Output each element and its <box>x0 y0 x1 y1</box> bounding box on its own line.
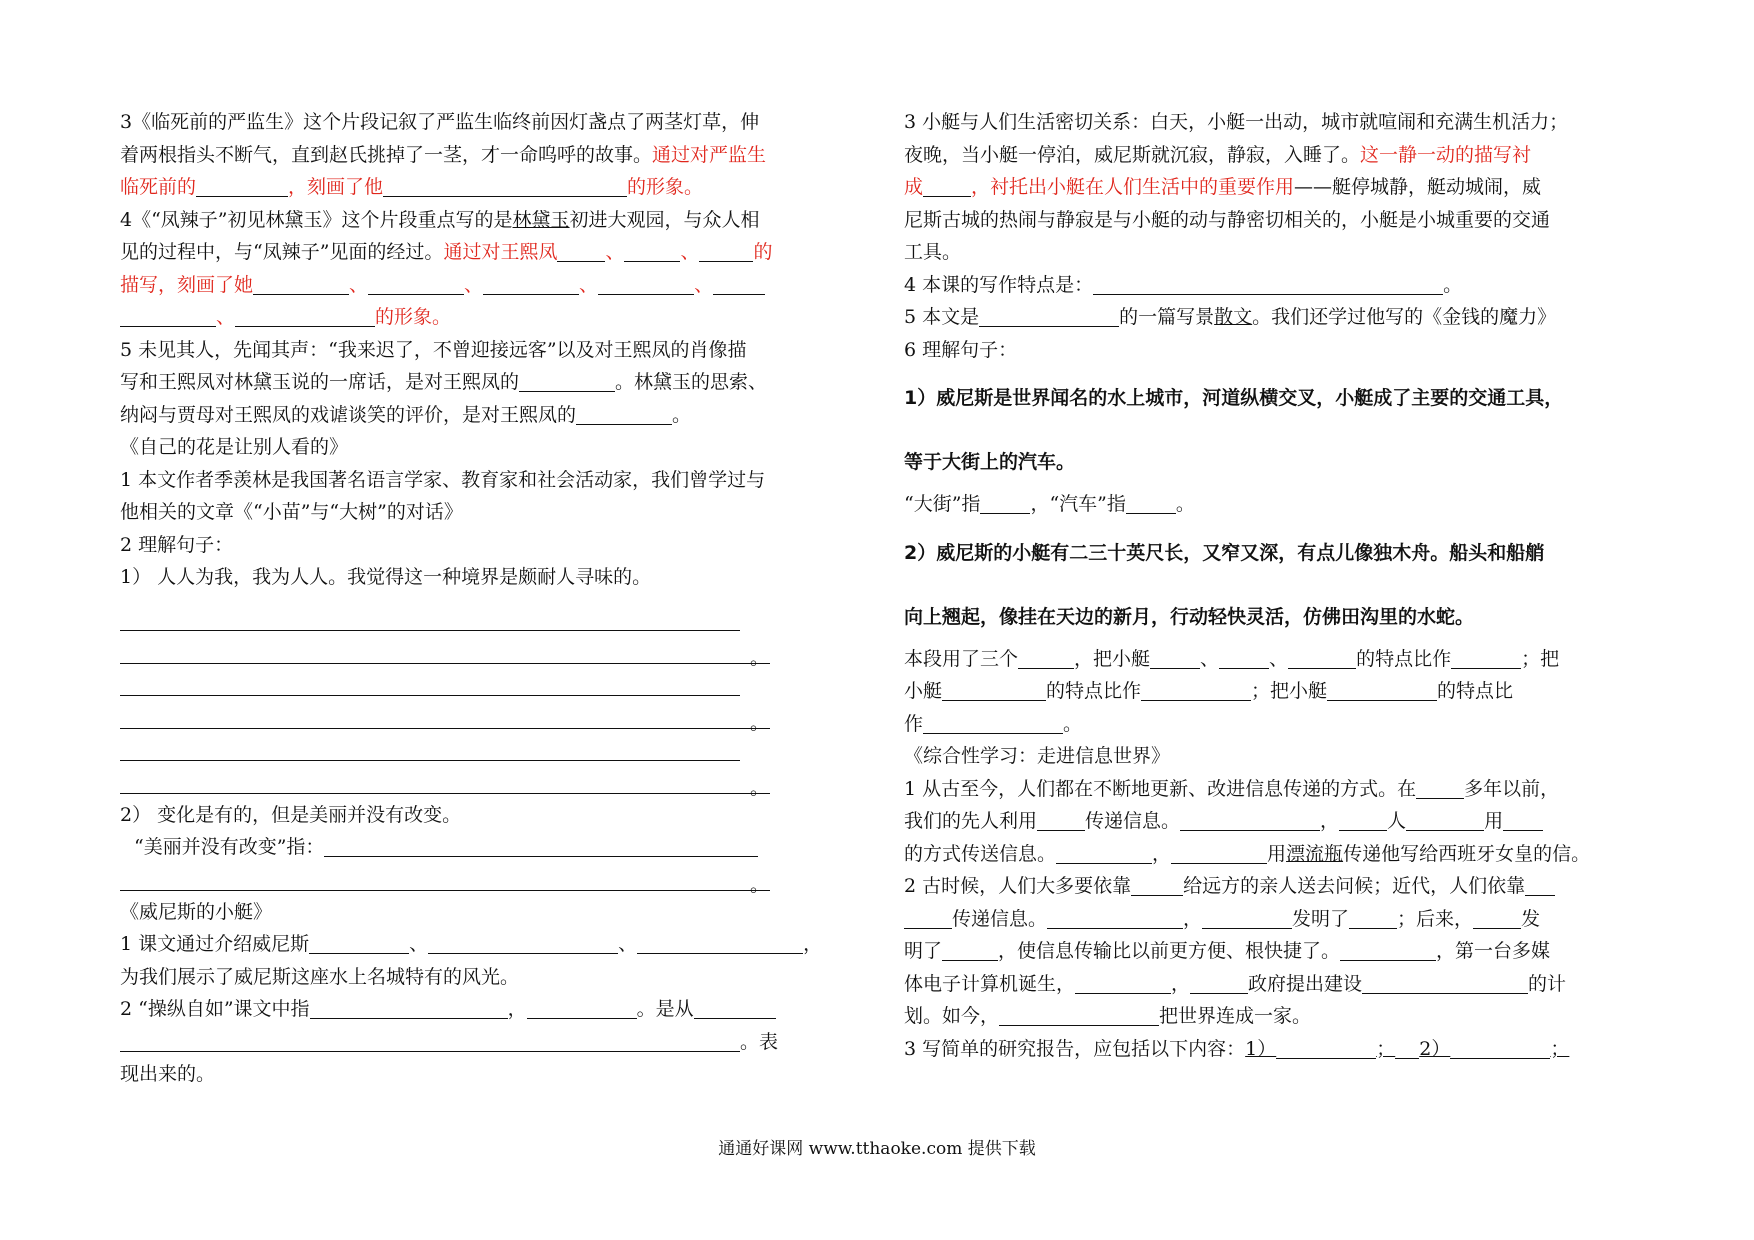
answer-blank[interactable] <box>1037 808 1085 831</box>
answer-blank[interactable] <box>519 369 615 392</box>
answer-blank[interactable] <box>1362 971 1528 994</box>
answer-blank[interactable] <box>1202 906 1292 929</box>
answer-blank[interactable] <box>713 272 765 295</box>
answer-blank[interactable] <box>120 304 216 327</box>
answer-blank[interactable] <box>310 996 508 1019</box>
answer-blank[interactable] <box>1150 646 1200 669</box>
answer-line[interactable] <box>120 637 770 664</box>
answer-blank[interactable] <box>1339 808 1387 831</box>
answer-blank[interactable] <box>699 239 753 262</box>
answer-line[interactable] <box>120 734 740 761</box>
answer-blank[interactable] <box>428 931 618 954</box>
answer-blank[interactable] <box>1018 646 1074 669</box>
answer-line[interactable] <box>120 767 770 794</box>
answer-blank[interactable] <box>1327 678 1437 701</box>
answer-blank[interactable] <box>1340 938 1436 961</box>
answer-blank[interactable] <box>1473 906 1521 929</box>
answer-blank[interactable] <box>1503 808 1543 831</box>
answer-blank[interactable] <box>1450 1036 1550 1059</box>
lesson-q3: 3《临死前的严监生》这个片段记叙了严监生临终前因灯盏点了两茎灯草，伸 <box>120 111 760 133</box>
answer-line[interactable] <box>120 604 740 631</box>
answer-blank[interactable] <box>923 174 971 197</box>
answer-blank[interactable] <box>1093 272 1443 295</box>
answer-blank[interactable] <box>527 996 637 1019</box>
footer-credit: 通通好课网 www.tthaoke.com 提供下载 <box>718 1139 1036 1159</box>
answer-blank[interactable] <box>120 1029 740 1052</box>
answer-blank[interactable] <box>1131 873 1183 896</box>
section-title: 《威尼斯的小艇》 <box>120 900 273 923</box>
answer-blank[interactable] <box>694 996 776 1019</box>
right-column: 3 小艇与人们生活密切关系：白天，小艇一出动，城市就喧闹和充满生机活力； 夜晚，当小艇一停泊，威尼斯就沉寂，静寂，入睡了。这一静一动的描写衬 成 ，衬托出小艇在人们生活中的重要作用——艇停城静，艇动城闹，威 尼斯古城的热闹与静寂是与小艇的动与静密切相关的，小艇是小城重要的交通 工具。 4 本课的写作特点是： 。 5 本文是 的一篇写景散文。我们还学过他写的《金钱的魔力》 6 理解句子： 1）威尼斯是世界闻名的水上城市，河道纵横交叉，小艇成了主要的交通工具， 等于大街上的汽车。 “大街”指 ，“汽车”指 。 2）威尼斯的小艇有二三十英尺长，又窄又深，有点儿像独木舟。船头和船艄 向上翘起，像挂在天边的新月，行动轻快灵活，仿佛田沟里的水蛇。 本段用了三个 ，把小艇 、 、 的特点比作 ；把 小艇 的特点比作 ；把小艇 的特点比 作 。 《综合性学习：走进信息世界》 1 从古至今，人们都在不断地更新、改进信息传递的方式。在 多年以前， 我们的先人利用 传递信息。 ， 人 用 的方式传送信息。 ， 用漂流瓶传递他写给西班牙女皇的信。 2 古时候，人们大多要依靠 给远方的亲人送去问候；近代，人们依靠 传递信息。 ， 发明了 ；后来， 发 明了 ，使信息传输比以前更方便、根快捷了。 ，第一台多媒 体电子计算机诞生， ， 政府提出建设 的计 划。如今， 把世界连成一家。 3 写简单的研究报告，应包括以下内容：1） ； 2） ； <box>904 106 1646 1065</box>
answer-blank[interactable] <box>1126 491 1176 514</box>
answer-blank[interactable] <box>1190 971 1248 994</box>
answer-blank[interactable] <box>999 1003 1159 1026</box>
answer-blank[interactable] <box>483 272 579 295</box>
answer-blank[interactable] <box>904 906 952 929</box>
answer-blank[interactable] <box>1276 1036 1376 1059</box>
answer-line[interactable] <box>120 702 770 729</box>
answer-blank[interactable] <box>1056 841 1152 864</box>
answer-blank[interactable] <box>1349 906 1397 929</box>
answer-blank[interactable] <box>576 402 672 425</box>
answer-blank[interactable] <box>196 174 288 197</box>
answer-blank[interactable] <box>980 491 1030 514</box>
answer-lines: 。 。 。 <box>120 604 860 799</box>
answer-blank[interactable] <box>309 931 409 954</box>
answer-blank[interactable] <box>1075 971 1171 994</box>
answer-blank[interactable] <box>942 678 1046 701</box>
answer-blank[interactable] <box>942 938 998 961</box>
answer-blank[interactable] <box>324 834 758 857</box>
answer-blank[interactable] <box>1180 808 1320 831</box>
answer-blank[interactable] <box>1219 646 1269 669</box>
answer-line[interactable] <box>120 669 740 696</box>
answer-blank[interactable] <box>1171 841 1267 864</box>
answer-blank[interactable] <box>383 174 627 197</box>
answer-blank[interactable] <box>1288 646 1356 669</box>
answer-blank[interactable] <box>235 304 375 327</box>
answer-blank[interactable] <box>1451 646 1521 669</box>
section-title: 《综合性学习：走进信息世界》 <box>904 745 1171 767</box>
answer-blank[interactable] <box>557 239 605 262</box>
answer-line[interactable] <box>120 864 770 891</box>
answer-blank[interactable] <box>368 272 464 295</box>
answer-blank[interactable] <box>253 272 349 295</box>
answer-blank[interactable] <box>1525 873 1555 896</box>
section-title: 《自己的花是让别人看的》 <box>120 436 349 458</box>
answer-blank[interactable] <box>1047 906 1183 929</box>
answer-blank[interactable] <box>624 239 680 262</box>
answer-blank[interactable] <box>979 304 1119 327</box>
left-column: 3《临死前的严监生》这个片段记叙了严监生临终前因灯盏点了两茎灯草，伸 着两根指头不断气，直到赵氏挑掉了一茎，才一命呜呼的故事。通过对严监生 临死前的 ，刻画了他 的形象。 4《“凤辣子”初见林黛玉》这个片段重点写的是林黛玉初进大观园，与众人相 见的过程中，与“凤辣子”见面的经过。通过对王熙凤 、 、 的 描写，刻画了她 、 、 、 、 、 的形象。 5 未见其人，先闻其声：“我来迟了，不曾迎接远客”以及对王熙凤的肖像描 写和王熙凤对林黛玉说的一席话，是对王熙凤的 。林黛玉的思索、 纳闷与贾母对王熙凤的戏谑谈笑的评价，是对王熙凤的 。 《自己的花是让别人看的》 1 本文作者季羡林是我国著名语言学家、教育家和社会活动家，我们曾学过与 他相关的文章《“小苗”与“大树”的对话》 2 理解句子： 1） 人人为我，我为人人。我觉得这一种境界是颇耐人寻味的。 。 。 。 2） 变化是有的，但是美丽并没有改变。 “美丽并没有改变”指： 。 《威尼斯的小艇》 1 课文通过介绍威尼斯 、 、 ， 为我们展示了威尼斯这座水上名城特有的风光。 2 “操纵自如”课文中指 ， 。是从 。表 现出来的。 <box>120 106 860 1091</box>
lesson-q4: 4《“凤辣子”初见林黛玉》这个片段重点写的是林黛玉初进大观园，与众人相 <box>120 208 760 231</box>
lesson-q5: 5 未见其人，先闻其声：“我来迟了，不曾迎接远客”以及对王熙凤的肖像描 <box>120 338 747 361</box>
answer-blank[interactable] <box>923 711 1063 734</box>
answer-blank[interactable] <box>1416 776 1464 799</box>
answer-blank[interactable] <box>598 272 694 295</box>
answer-blank[interactable] <box>1395 1036 1419 1059</box>
answer-blank[interactable] <box>1141 678 1251 701</box>
answer-blank[interactable] <box>1406 808 1484 831</box>
answer-blank[interactable] <box>637 931 803 954</box>
